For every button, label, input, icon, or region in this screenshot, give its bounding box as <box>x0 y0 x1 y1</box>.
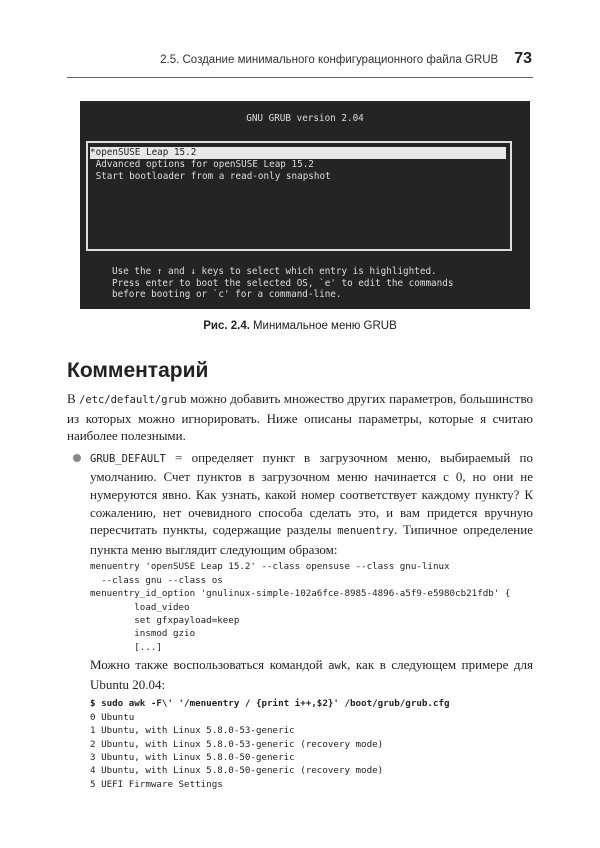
text: = определяет пункт в загрузочном меню, выбираемый по умолчанию. Счет пунктов в загрузочном меню начинается с 0, но они не нумеруются явно. Как узнать, какой номер соответствует каждому пункту? К сожалению, нет очевидного способа сделать это, и вам придется вручную пересчитать пункты, содержащие разделы <box>90 449 533 538</box>
code-line: set gfxpayload=keep <box>90 614 240 626</box>
grub-entry: Advanced options for openSUSE Leap 15.2 <box>90 159 314 170</box>
awk-paragraph <box>90 656 533 693</box>
grub-title: GNU GRUB version 2.04 <box>246 113 364 124</box>
text: . Типичное определение пункта меню выглядит следующим образом: <box>90 522 533 557</box>
bullet-icon <box>73 454 81 462</box>
text: В <box>67 391 80 406</box>
keyword: awk <box>328 660 348 673</box>
text: Можно также воспользоваться командой <box>90 657 329 673</box>
code-block-awk <box>90 697 533 791</box>
command: $ sudo awk -F\' '/menuentry / {print i++,$2}' /boot/grub/grub.cfg <box>90 698 450 710</box>
code-line: menuentry 'openSUSE Leap 15.2' --class opensuse --class gnu-linux <box>90 561 450 573</box>
code-line: --class gnu --class os <box>90 574 223 586</box>
code-line: 2 Ubuntu, with Linux 5.8.0-53-generic (recovery mode) <box>90 738 384 750</box>
page-number: 73 <box>514 50 532 67</box>
header-rule <box>67 77 533 78</box>
section-title: 2.5. Создание минимального конфигурационного файла GRUB <box>160 54 499 66</box>
code-line: insmod gzio <box>90 628 196 640</box>
text: , как в следующем примере для Ubuntu 20.04: <box>90 657 533 692</box>
grub-help <box>112 266 453 301</box>
path-text: /etc/default/grub <box>79 394 187 406</box>
code-block-menuentry <box>90 560 533 654</box>
keyword: menuentry <box>337 525 395 538</box>
bullet-paragraph <box>90 449 533 559</box>
term: GRUB_DEFAULT <box>90 452 166 465</box>
section-heading: Комментарий <box>67 359 209 382</box>
grub-screenshot <box>80 101 530 309</box>
caption-label: Рис. 2.4. <box>203 320 250 332</box>
code-line: 5 UEFI Firmware Settings <box>90 778 223 790</box>
grub-menu-box <box>86 141 512 251</box>
text: можно добавить множество других параметров, большинство из которых можно игнорировать. Ниже описаны параметры, которые я считаю наиболее полезными. <box>67 391 533 444</box>
code-line: menuentry_id_option 'gnulinux-simple-102a6fce-8985-4896-a5f9-e5980cb21fdb' { <box>90 588 511 600</box>
running-header <box>0 50 532 68</box>
help-line: Use the ↑ and ↓ keys to select which entry is highlighted. <box>112 266 437 277</box>
code-line: load_video <box>90 601 190 613</box>
body-text <box>67 358 533 811</box>
code-line: 3 Ubuntu, with Linux 5.8.0-50-generic <box>90 752 295 763</box>
help-line: Press enter to boot the selected OS, `e' to edit the commands <box>112 277 454 289</box>
help-line: before booting or `c' for a command-line. <box>112 289 342 300</box>
grub-entry: Start bootloader from a read-only snapshot <box>90 171 331 182</box>
code-line: [...] <box>90 641 162 653</box>
figure-caption <box>0 320 600 332</box>
bullet-item <box>67 449 533 791</box>
grub-entry-selected: *openSUSE Leap 15.2 <box>90 147 506 159</box>
caption-text: Минимальное меню GRUB <box>252 320 397 332</box>
code-line: 0 Ubuntu <box>90 711 135 723</box>
intro-paragraph <box>67 390 533 445</box>
code-line: 1 Ubuntu, with Linux 5.8.0-53-generic <box>90 725 295 737</box>
code-line: 4 Ubuntu, with Linux 5.8.0-50-generic (recovery mode) <box>90 765 384 777</box>
